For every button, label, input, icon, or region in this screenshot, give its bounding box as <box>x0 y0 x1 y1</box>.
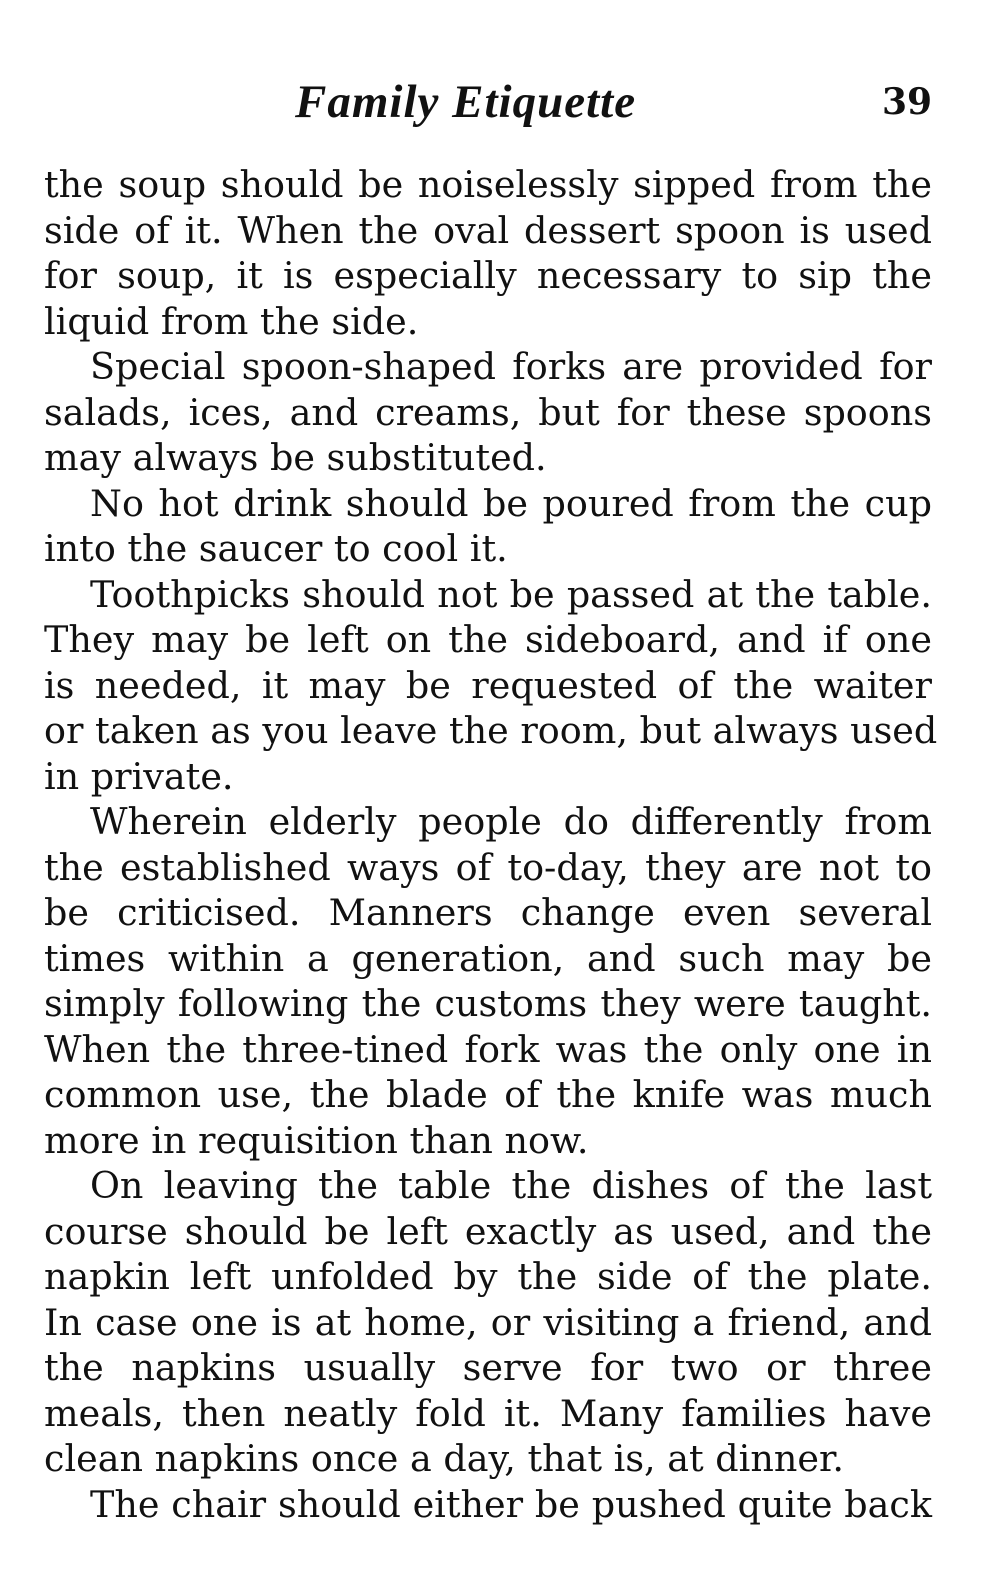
text-line: side of it. When the oval dessert spoon is used <box>44 208 932 252</box>
text-line: common use, the blade of the knife was much <box>44 1073 932 1116</box>
page-number: 39 <box>882 81 933 123</box>
text-line: simply following the customs they were taught. <box>44 982 932 1025</box>
text-line: No hot drink should be poured from the cup <box>90 481 932 525</box>
text-line: is needed, it may be requested of the waiter <box>44 663 932 707</box>
text-line: meals, then neatly fold it. Many families have <box>44 1391 932 1435</box>
text-line: Special spoon-shaped forks are provided for <box>90 345 932 388</box>
text-line: They may be left on the sideboard, and if one <box>44 618 932 661</box>
text-line: the established ways of to-day, they are not to <box>44 845 932 889</box>
text-line: or taken as you leave the room, but always used <box>44 709 938 752</box>
text-line: When the three-tined fork was the only one in <box>44 1027 932 1071</box>
text-line: times within a generation, and such may be <box>44 936 932 980</box>
text-line: clean napkins once a day, that is, at dinner. <box>44 1437 844 1480</box>
text-line: the napkins usually serve for two or three <box>44 1346 932 1389</box>
text-line: more in requisition than now. <box>44 1118 589 1162</box>
text-line: In case one is at home, or visiting a friend, and <box>44 1300 932 1344</box>
text-line: liquid from the side. <box>44 299 419 343</box>
text-line: into the saucer to cool it. <box>44 527 508 570</box>
running-head <box>0 72 984 132</box>
text-line: napkin left unfolded by the side of the plate. <box>44 1255 932 1298</box>
text-line: the soup should be noiselessly sipped from the <box>44 163 932 206</box>
body-text <box>44 162 938 1527</box>
running-title: Family Etiquette <box>295 76 637 128</box>
text-line: be criticised. Manners change even several <box>44 891 932 934</box>
text-line: in private. <box>44 754 234 798</box>
text-line: The chair should either be pushed quite back <box>90 1482 932 1526</box>
text-line: Toothpicks should not be passed at the table. <box>90 572 932 616</box>
text-line: for soup, it is especially necessary to sip the <box>44 254 932 297</box>
text-line: may always be substituted. <box>44 436 547 479</box>
text-line: Wherein elderly people do differently from <box>90 800 932 843</box>
text-line: salads, ices, and creams, but for these spoons <box>44 390 932 434</box>
text-line: course should be left exactly as used, and the <box>44 1209 932 1253</box>
text-line: On leaving the table the dishes of the last <box>90 1164 932 1207</box>
